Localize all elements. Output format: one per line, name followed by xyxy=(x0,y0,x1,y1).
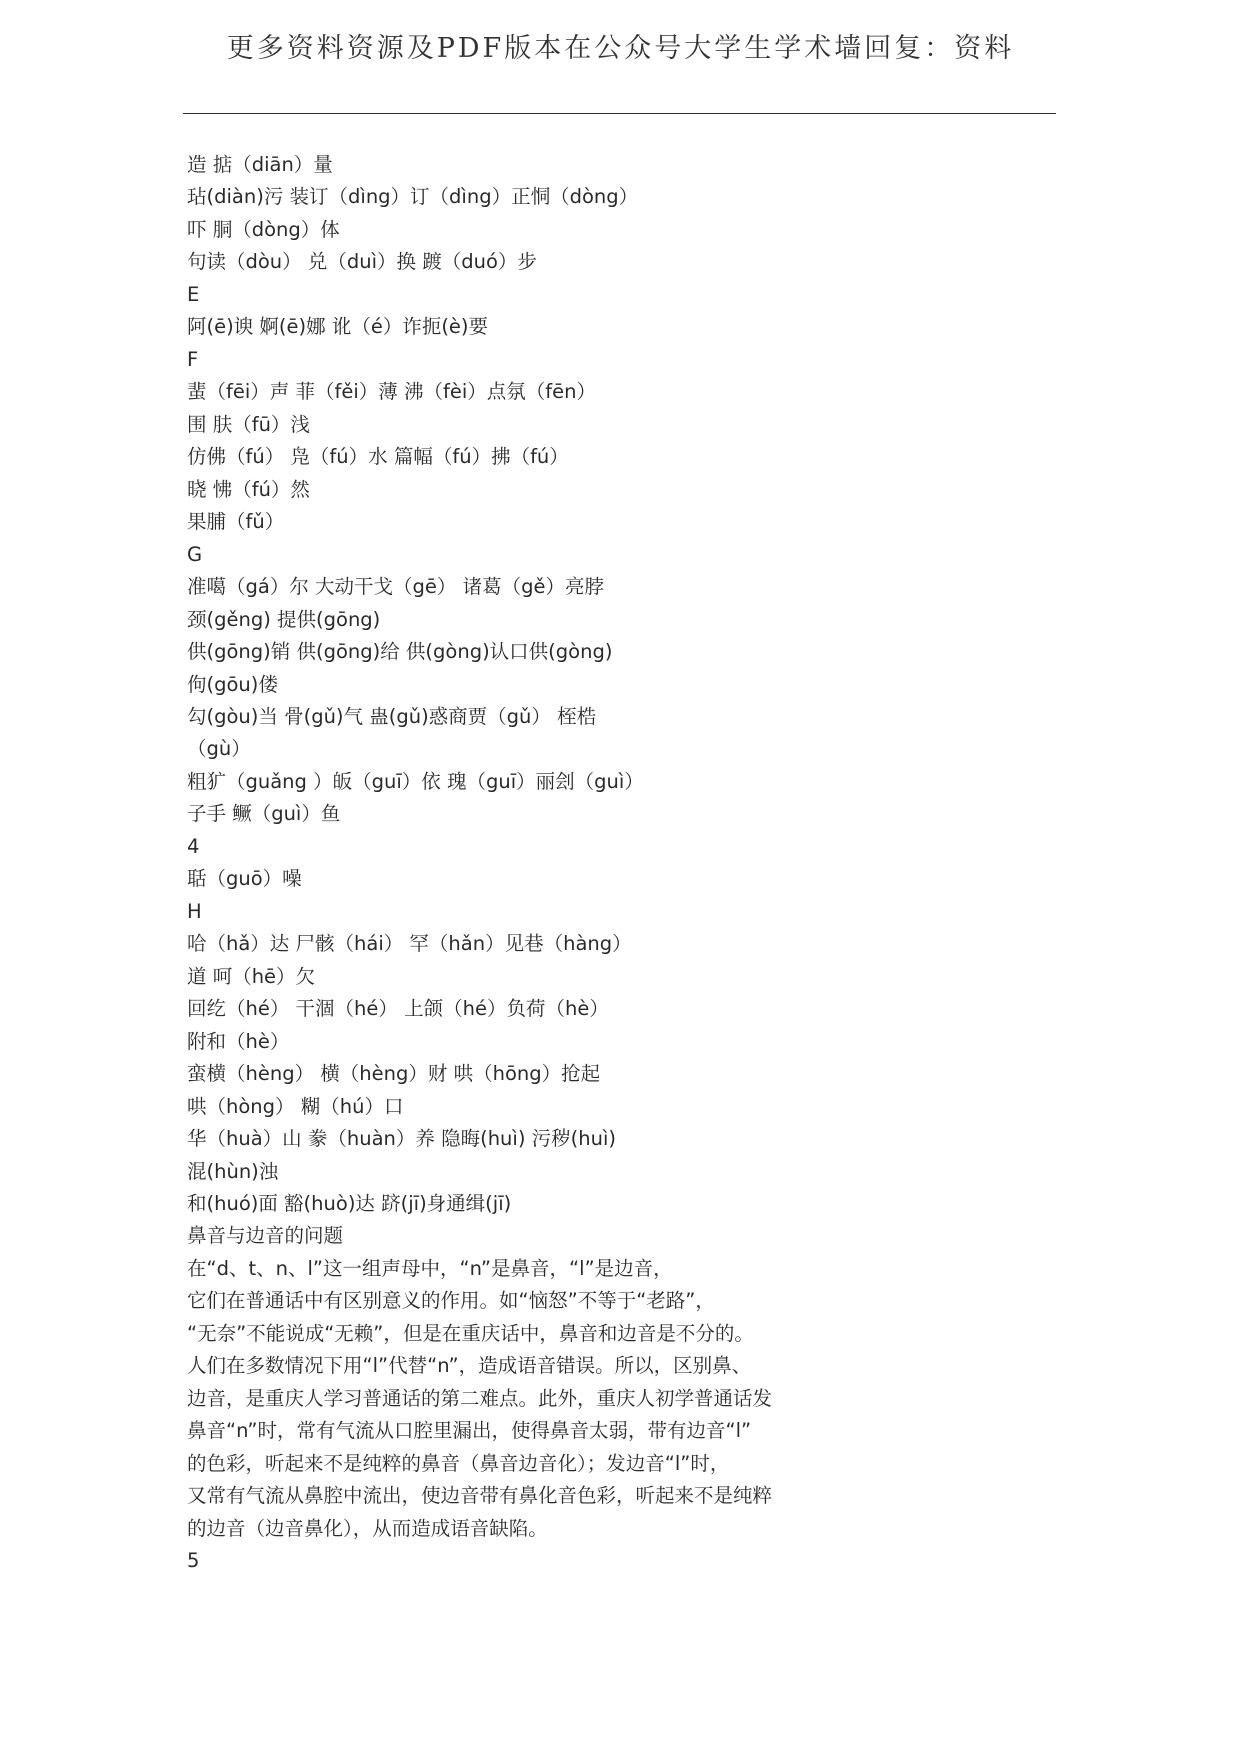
text-line: H xyxy=(187,899,202,923)
text-line: “无奈”不能说成“无赖”，但是在重庆话中，鼻音和边音是不分的。 xyxy=(187,1321,754,1345)
text-line: 鼻音“n”时，常有气流从口腔里漏出，使得鼻音太弱，带有边音“l” xyxy=(187,1419,752,1443)
text-line: 哄（hòng） 糊（hú）口 xyxy=(187,1094,404,1118)
text-line: 粗犷（guǎng ）皈（guī）依 瑰（guī）丽刽（guì） xyxy=(187,769,644,793)
text-line: 勾(gòu)当 骨(gǔ)气 蛊(gǔ)惑商贾（gǔ） 桎梏 xyxy=(187,704,597,728)
text-line: （gù） xyxy=(187,737,251,761)
text-line: 边音，是重庆人学习普通话的第二难点。此外，重庆人初学普通话发 xyxy=(187,1386,773,1410)
text-line: 果脯（fǔ） xyxy=(187,510,285,534)
document-body xyxy=(187,149,1067,1578)
text-line: E xyxy=(187,282,200,306)
text-line: 造 掂（diān）量 xyxy=(187,153,333,176)
text-line: 的边音（边音鼻化），从而造成语音缺陷。 xyxy=(187,1516,548,1540)
page-header: 更多资料资源及PDF版本在公众号大学生学术墙回复：资料 xyxy=(226,33,1015,64)
text-line: 在“d、t、n、l”这一组声母中，“n”是鼻音，“l”是边音， xyxy=(187,1256,673,1280)
text-line: 4 xyxy=(187,834,200,858)
text-line: 颈(gěng) 提供(gōng) xyxy=(187,607,381,631)
text-line: 蜚（fēi）声 菲（fěi）薄 沸（fèi）点氛（fēn） xyxy=(187,380,596,404)
text-line: 仿佛（fú） 凫（fú）水 篇幅（fú）拂（fú） xyxy=(187,445,569,469)
text-line: 阿(ē)谀 婀(ē)娜 讹（é）诈扼(è)要 xyxy=(187,315,489,339)
text-line: 蛮横（hèng） 横（hèng）财 哄（hōng）抢起 xyxy=(187,1062,601,1086)
text-line: 供(gōng)销 供(gōng)给 供(gòng)认口供(gòng) xyxy=(187,640,613,664)
text-line: 回纥（hé） 干涸（hé） 上颌（hé）负荷（hè） xyxy=(187,997,609,1021)
text-line: F xyxy=(187,347,199,371)
text-line: 混(hùn)浊 xyxy=(187,1159,279,1183)
text-line: 句读（dòu） 兑（duì）换 踱（duó）步 xyxy=(187,250,537,274)
text-line: 围 肤（fū）浅 xyxy=(187,412,310,436)
text-line: 子手 鳜（guì）鱼 xyxy=(187,802,341,826)
text-line: 附和（hè） xyxy=(187,1029,290,1053)
text-line: 5 xyxy=(187,1549,200,1573)
text-line: 玷(diàn)污 装订（dìng）订（dìng）正恫（dòng） xyxy=(187,185,639,209)
text-line: 准噶（gá）尔 大动干戈（gē） 诸葛（gě）亮脖 xyxy=(187,575,604,599)
text-line: 和(huó)面 豁(huò)达 跻(jī)身通缉(jī) xyxy=(187,1192,512,1215)
text-line: 道 呵（hē）欠 xyxy=(187,964,316,988)
text-line: 聒（guō）噪 xyxy=(187,867,302,891)
text-line: 人们在多数情况下用“l”代替“n”，造成语音错误。所以，区别鼻、 xyxy=(187,1354,752,1378)
text-line: 它们在普通话中有区别意义的作用。如“恼怒”不等于“老路”， xyxy=(187,1289,715,1313)
text-line: 吓 胴（dòng）体 xyxy=(187,217,340,241)
text-line: 又常有气流从鼻腔中流出，使边音带有鼻化音色彩，听起来不是纯粹 xyxy=(187,1484,773,1508)
text-line: 晓 怫（fú）然 xyxy=(187,477,310,501)
text-line: 的色彩，听起来不是纯粹的鼻音（鼻音边音化）；发边音“l”时， xyxy=(187,1451,730,1475)
text-line: 鼻音与边音的问题 xyxy=(187,1224,344,1248)
text-line: 佝(gōu)偻 xyxy=(187,672,278,696)
text-line: 华（huà）山 豢（huàn）养 隐晦(huì) 污秽(huì) xyxy=(187,1127,616,1151)
text-line: 哈（hǎ）达 尸骸（hái） 罕（hǎn）见巷（hàng） xyxy=(187,932,632,956)
header-divider xyxy=(183,113,1056,114)
text-line: G xyxy=(187,542,203,566)
